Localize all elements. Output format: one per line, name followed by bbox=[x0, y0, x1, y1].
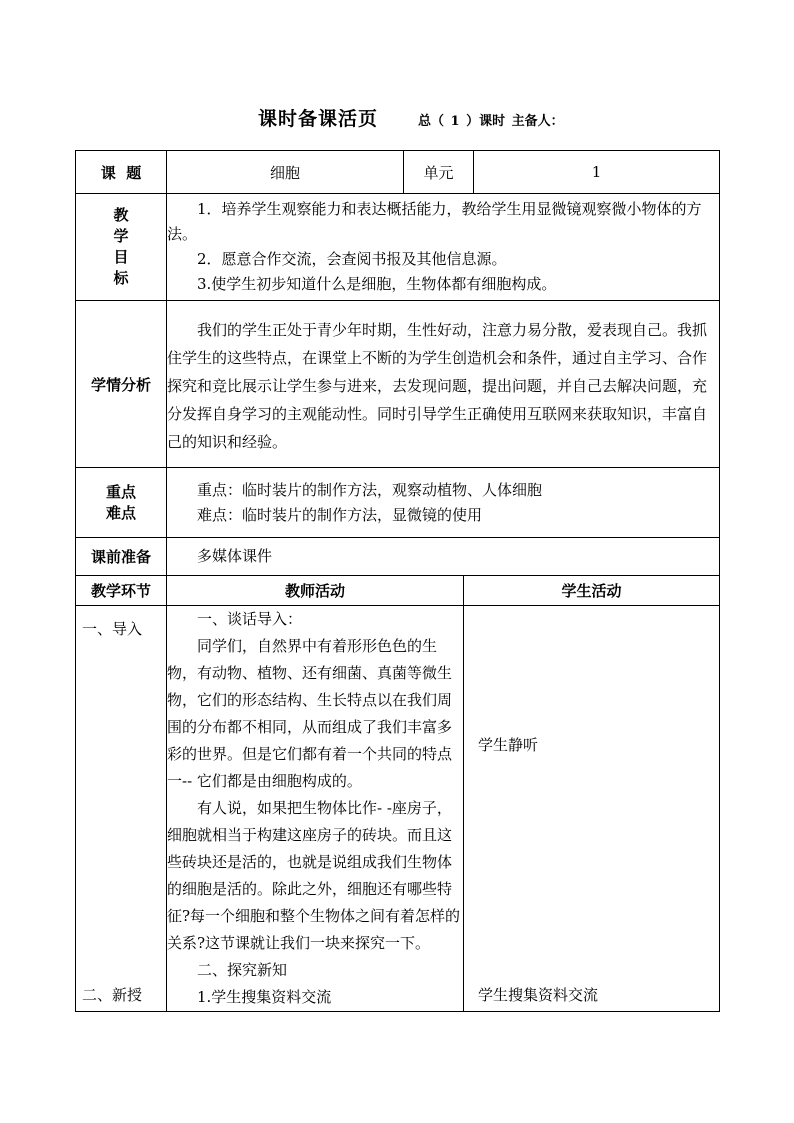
student-col-header: 学生活动 bbox=[464, 576, 720, 606]
teacher-activity-cell bbox=[167, 606, 464, 1012]
page-header bbox=[0, 104, 794, 134]
keypoints-label-line: 难点 bbox=[105, 503, 136, 522]
student-activity-1: 学生静听 bbox=[478, 736, 539, 754]
lesson-meta: 总（ 1 ）课时 主备人： bbox=[418, 114, 564, 129]
teacher-col-header: 教师活动 bbox=[167, 576, 464, 606]
prep-row bbox=[76, 538, 720, 576]
process-body-row bbox=[76, 606, 720, 1012]
objective-item: 1．培养学生观察能力和表达概括能力，教给学生用显微镜观察微小物体的方法。 bbox=[167, 200, 702, 243]
analysis-text: 我们的学生正处于青少年时期，生性好动，注意力易分散，爱表现自己。我抓住学生的这些特点，在课堂上不断的为学生创造机会和条件，通过自主学习、合作探究和竞比展示让学生参与进来，去发现问题，提出问题，并自己去解决问题，充分发挥自身学习的主观能动性。同时引导学生正确使用互联网来获取知识，丰富自己的知识和经验。 bbox=[167, 321, 708, 451]
analysis-row bbox=[76, 301, 720, 468]
difficult-point: 难点：临时装片的制作方法，显微镜的使用 bbox=[197, 505, 483, 524]
keypoints-label-line: 重点 bbox=[105, 482, 136, 501]
teacher-paragraph: 1.学生搜集资料交流 bbox=[197, 988, 332, 1006]
objectives-label-char: 学 bbox=[113, 227, 129, 245]
teacher-paragraph: 同学们，自然界中有着形形色色的生物，有动物、植物、还有细菌、真菌等微生物，它们的形态结构、生长特点以在我们周围的分布都不相同，从而组成了我们丰富多彩的世界。但是它们都有着一个共同的特点一-- 它们都是由细胞构成的。 bbox=[167, 637, 453, 790]
analysis-label: 学情分析 bbox=[76, 301, 167, 468]
process-header-row bbox=[76, 576, 720, 606]
objectives-label-char: 标 bbox=[113, 269, 129, 287]
stage-col-header: 教学环节 bbox=[76, 576, 167, 606]
objective-item: 3.使学生初步知道什么是细胞，生物体都有细胞构成。 bbox=[197, 275, 557, 293]
keypoints-label bbox=[76, 468, 167, 538]
unit-value: 1 bbox=[474, 151, 720, 194]
lesson-plan-table bbox=[75, 150, 720, 1012]
keypoints-content bbox=[167, 468, 720, 538]
prep-content bbox=[167, 538, 720, 576]
student-activity-cell bbox=[464, 606, 720, 1012]
topic-row bbox=[76, 151, 720, 194]
objectives-row bbox=[76, 194, 720, 301]
objectives-label-char: 教 bbox=[113, 206, 129, 224]
stage-intro: 一、导入 bbox=[82, 620, 143, 638]
objectives-label-char: 目 bbox=[113, 248, 129, 266]
stage-new-lesson: 二、新授 bbox=[82, 986, 143, 1004]
prep-value: 多媒体课件 bbox=[197, 547, 273, 565]
analysis-content bbox=[167, 301, 720, 468]
keypoints-row bbox=[76, 468, 720, 538]
objective-item: 2．愿意合作交流，会查阅书报及其他信息源。 bbox=[197, 250, 507, 268]
teacher-paragraph: 一、谈话导入： bbox=[197, 610, 303, 628]
objectives-content bbox=[167, 194, 720, 301]
topic-label: 课 题 bbox=[76, 151, 167, 194]
topic-value: 细胞 bbox=[167, 151, 404, 194]
stage-cell bbox=[76, 606, 167, 1012]
page-title: 课时备课活页 bbox=[258, 108, 379, 130]
teacher-paragraph: 有人说，如果把生物体比作- -座房子，细胞就相当于构建这座房子的砖块。而且这些砖块还是活的，也就是说组成我们生物体的细胞是活的。除此之外，细胞还有哪些特征?每一个细胞和整个生物体之间有着怎样的关系?这节课就让我们一块来探究一下。 bbox=[167, 799, 461, 952]
unit-label: 单元 bbox=[404, 151, 474, 194]
objectives-label bbox=[76, 194, 167, 301]
key-point: 重点：临时装片的制作方法，观察动植物、人体细胞 bbox=[197, 480, 543, 499]
teacher-paragraph: 二、探究新知 bbox=[197, 961, 288, 979]
student-activity-2: 学生搜集资料交流 bbox=[478, 986, 599, 1004]
prep-label: 课前准备 bbox=[76, 538, 167, 576]
